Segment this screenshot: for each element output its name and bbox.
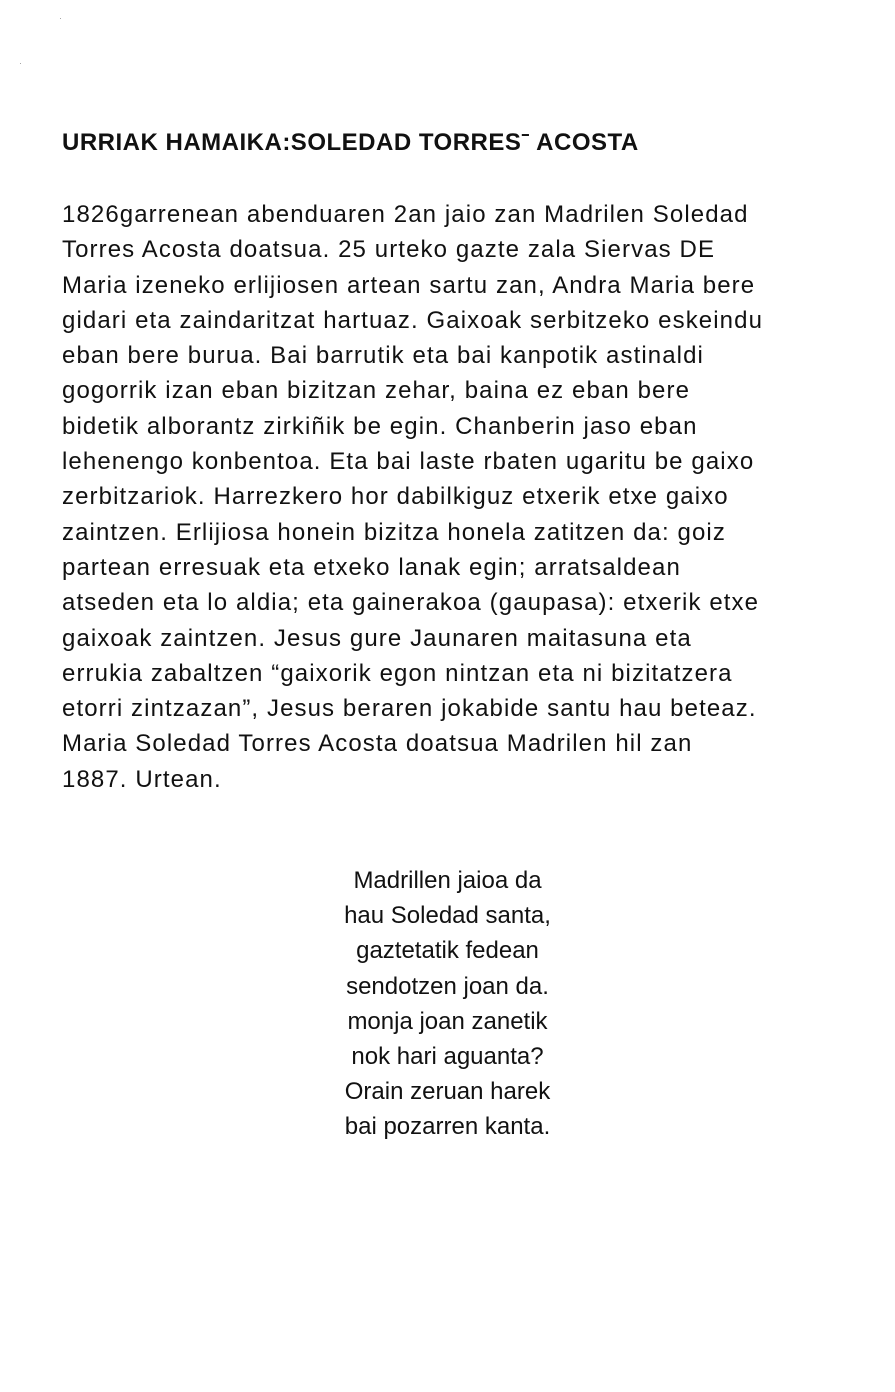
body-line: Torres Acosta doatsua. 25 urteko gazte zala Siervas DE (62, 236, 716, 264)
body-line: gogorrik izan eban bizitzan zehar, baina ez eban bere (62, 377, 691, 405)
body-line: 1887. Urtean. (62, 765, 222, 793)
body-line: zaintzen. Erlijiosa honein bizitza honela zatitzen da: goiz (62, 518, 726, 546)
body-line: zerbitzariok. Harrezkero hor dabilkiguz etxerik etxe gaixo (62, 483, 729, 511)
body-line: bidetik alborantz zirkiñik be egin. Chanberin jaso eban (62, 412, 698, 440)
poem-line: hau Soledad santa, (344, 902, 551, 930)
body-line: eban bere burua. Bai barrutik eta bai kanpotik astinaldi (62, 342, 704, 370)
poem-line: bai pozarren kanta. (344, 1113, 551, 1141)
poem-line: nok hari aguanta? (351, 1043, 544, 1071)
body-line: etorri zintzazan”, Jesus beraren jokabide santu hau beteaz. (62, 695, 757, 723)
poem-stanza (300, 863, 595, 1145)
poem-line: Madrillen jaioa da (353, 867, 542, 894)
body-line: Maria Soledad Torres Acosta doatsua Madrilen hil zan (62, 730, 693, 758)
scan-speck (20, 63, 21, 64)
body-paragraph (62, 197, 862, 797)
scan-speck (60, 18, 61, 19)
poem-line: monja joan zanetik (347, 1007, 548, 1035)
body-line: lehenengo konbentoa. Eta bai laste rbaten ugaritu be gaixo (62, 448, 755, 476)
poem-line: Orain zeruan harek (344, 1078, 551, 1106)
body-line: errukia zabaltzen “gaixorik egon nintzan eta ni bizitatzera (62, 659, 733, 687)
poem-line: gaztetatik fedean (356, 937, 539, 965)
body-line: partean erresuak eta etxeko lanak egin; arratsaldean (62, 553, 681, 581)
poem-line: sendotzen joan da. (346, 972, 549, 1000)
document-title: URRIAK HAMAIKA:SOLEDAD TORRESˉ ACOSTA (62, 129, 639, 156)
body-line: gaixoak zaintzen. Jesus gure Jaunaren maitasuna eta (62, 624, 692, 652)
body-line: atseden eta lo aldia; eta gainerakoa (gaupasa): etxerik etxe (62, 589, 760, 617)
body-line: gidari eta zaindaritzat hartuaz. Gaixoak serbitzeko eskeindu (62, 306, 764, 334)
body-line: 1826garrenean abenduaren 2an jaio zan Madrilen Soledad (62, 201, 749, 228)
body-line: Maria izeneko erlijiosen artean sartu zan, Andra Maria bere (62, 271, 756, 299)
